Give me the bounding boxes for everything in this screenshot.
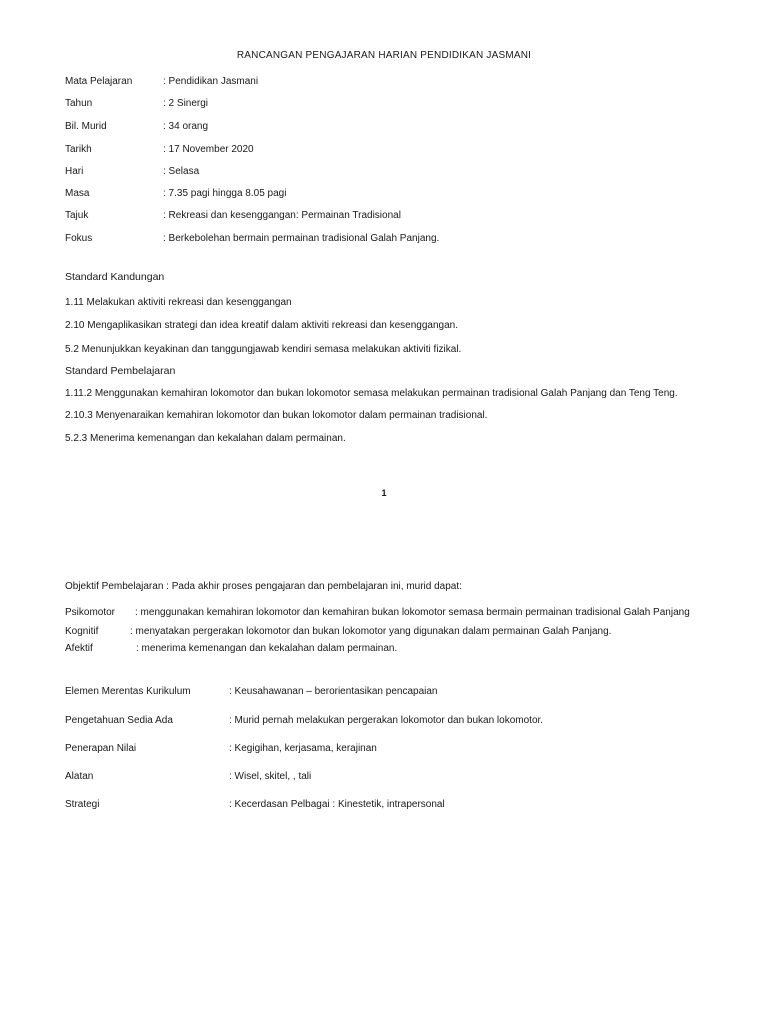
standard-kandungan-heading: Standard Kandungan xyxy=(65,271,165,283)
detail-label-pengetahuan: Pengetahuan Sedia Ada xyxy=(65,715,173,726)
objektif-psikomotor-label: Psikomotor xyxy=(65,607,116,618)
page-number: 1 xyxy=(381,488,387,498)
standard-pembelajaran-heading: Standard Pembelajaran xyxy=(65,365,176,377)
detail-value-strategi: : Kecerdasan Pelbagai : Kinestetik, intrapersonal xyxy=(229,799,445,810)
info-value-tarikh: : 17 November 2020 xyxy=(163,144,254,155)
info-value-hari: : Selasa xyxy=(163,166,200,177)
info-value-tajuk: : Rekreasi dan kesenggangan: Permainan Tradisional xyxy=(163,210,401,221)
detail-value-pengetahuan: : Murid pernah melakukan pergerakan lokomotor dan bukan lokomotor. xyxy=(229,715,544,726)
standard-kandungan-item: 2.10 Mengaplikasikan strategi dan idea kreatif dalam aktiviti rekreasi dan kesenggangan. xyxy=(65,320,459,331)
standard-kandungan-item: 1.11 Melakukan aktiviti rekreasi dan kesenggangan xyxy=(65,297,292,308)
objektif-kognitif-label: Kognitif xyxy=(65,626,99,637)
standard-pembelajaran-item: 1.11.2 Menggunakan kemahiran lokomotor dan bukan lokomotor semasa melakukan permainan tradisional Galah Panjang dan Teng Teng. xyxy=(65,388,678,399)
info-label-tarikh: Tarikh xyxy=(65,144,92,155)
info-value-bil-murid: : 34 orang xyxy=(163,121,209,132)
standard-kandungan-item: 5.2 Menunjukkan keyakinan dan tanggungjawab kendiri semasa melakukan aktiviti fizikal. xyxy=(65,344,462,355)
info-value-masa: : 7.35 pagi hingga 8.05 pagi xyxy=(163,188,287,199)
detail-label-nilai: Penerapan Nilai xyxy=(65,743,137,754)
objektif-afektif-value: : menerima kemenangan dan kekalahan dalam permainan. xyxy=(136,643,398,654)
info-label-fokus: Fokus xyxy=(65,233,93,244)
info-label-bil-murid: Bil. Murid xyxy=(65,121,107,132)
detail-value-emk: : Keusahawanan – berorientasikan pencapaian xyxy=(229,686,438,697)
detail-value-alatan: : Wisel, skitel, , tali xyxy=(229,771,312,782)
info-label-mata-pelajaran: Mata Pelajaran xyxy=(65,76,133,87)
detail-label-alatan: Alatan xyxy=(65,771,94,782)
standard-pembelajaran-item: 2.10.3 Menyenaraikan kemahiran lokomotor dan bukan lokomotor dalam permainan tradisional. xyxy=(65,410,488,421)
info-label-tahun: Tahun xyxy=(65,98,93,109)
objektif-psikomotor-value: : menggunakan kemahiran lokomotor dan kemahiran bukan lokomotor semasa bermain permainan tradisional Galah Panjang xyxy=(135,607,690,618)
detail-label-emk: Elemen Merentas Kurikulum xyxy=(65,686,191,697)
detail-label-strategi: Strategi xyxy=(65,799,100,810)
objektif-kognitif-value: : menyatakan pergerakan lokomotor dan bukan lokomotor yang digunakan dalam permainan Galah Panjang. xyxy=(130,626,612,637)
info-value-mata-pelajaran: : Pendidikan Jasmani xyxy=(163,76,259,87)
info-label-tajuk: Tajuk xyxy=(65,210,89,221)
info-label-masa: Masa xyxy=(65,188,90,199)
info-value-tahun: : 2 Sinergi xyxy=(163,98,209,109)
standard-pembelajaran-item: 5.2.3 Menerima kemenangan dan kekalahan dalam permainan. xyxy=(65,433,346,444)
info-label-hari: Hari xyxy=(65,166,84,177)
objektif-afektif-label: Afektif xyxy=(65,643,93,654)
detail-value-nilai: : Kegigihan, kerjasama, kerajinan xyxy=(229,743,377,754)
objektif-heading: Objektif Pembelajaran : Pada akhir proses pengajaran dan pembelajaran ini, murid dapat: xyxy=(65,581,462,592)
info-value-fokus: : Berkebolehan bermain permainan tradisional Galah Panjang. xyxy=(163,233,440,244)
document-title: RANCANGAN PENGAJARAN HARIAN PENDIDIKAN JASMANI xyxy=(236,50,532,61)
